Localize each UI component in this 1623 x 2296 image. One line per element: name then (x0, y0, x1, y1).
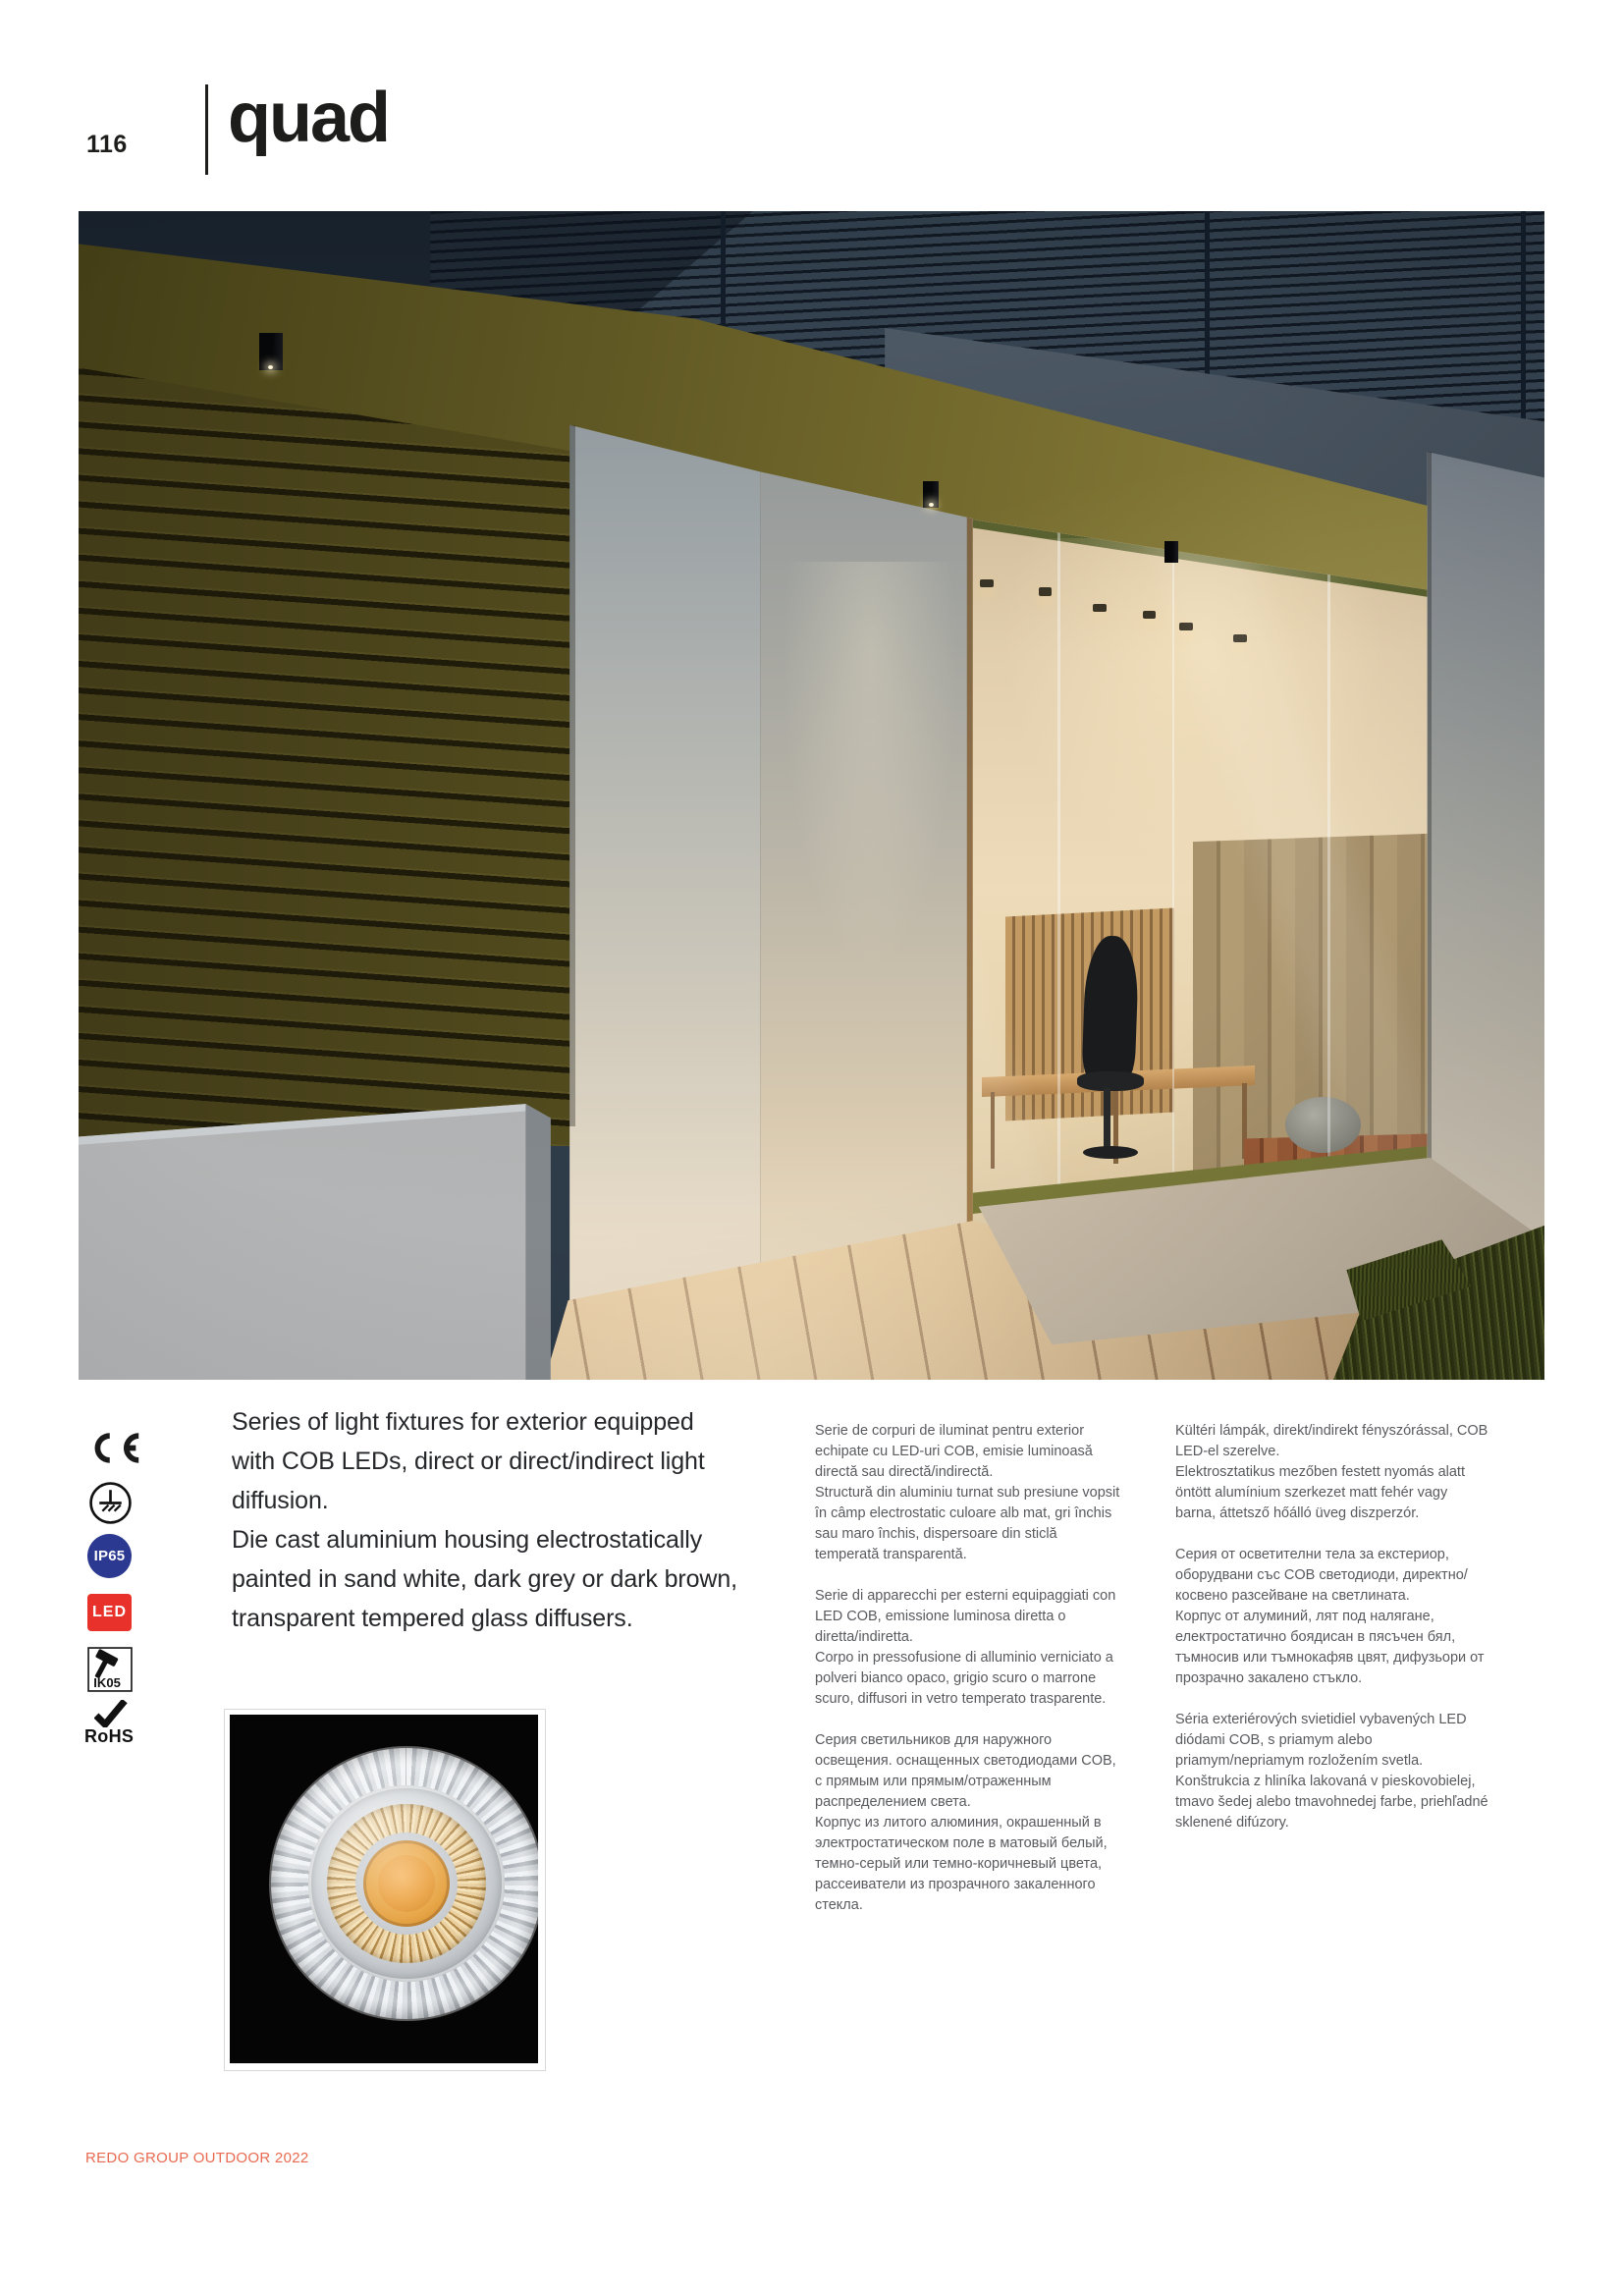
product-photo-background (230, 1715, 538, 2063)
protective-earth-icon (88, 1481, 133, 1530)
page-number: 116 (86, 131, 128, 158)
description-ru-p2: Корпус из литого алюминия, окрашенный в электростатическом поле в матовый белый, темно-серый или темно-коричневый цвета, рассеиватели из прозрачного закаленного стекла. (815, 1815, 1108, 1913)
description-ru (815, 1730, 1124, 1916)
led-reflector-highlight (271, 1748, 538, 2019)
translations-column-2 (1175, 1421, 1491, 1854)
led-icon (87, 1594, 132, 1631)
description-hu-p1: Kültéri lámpák, direkt/indirekt fényszórással, COB LED-el szerelve. (1175, 1423, 1488, 1459)
description-bg-p2: Корпус от алуминий, лят под налягане, електростатично боядисан в пясъчен бял, тъмносив или тъмнокафяв цвят, дифузьори от прозрачно закалено стъкло. (1175, 1609, 1485, 1686)
led-label: LED (92, 1604, 127, 1620)
ip65-label: IP65 (93, 1548, 126, 1564)
description-it (815, 1586, 1124, 1710)
description-sk-p2: Konštrukcia z hliníka lakovaná v pieskovobielej, tmavo šedej alebo tmavohnedej farbe, priehľadné sklenené difúzory. (1175, 1774, 1488, 1831)
ik05-icon (87, 1647, 133, 1697)
description-hu-p2: Elektrosztatikus mezőben festett nyomás alatt öntött alumínium szerkezet matt fehér vagy barna, áttetsző hőálló üveg diszperzór. (1175, 1464, 1465, 1521)
description-ru-p1: Серия светильников для наружного освещения. оснащенных светодиодами COB, с прямым или прямым/отраженным распределением света. (815, 1732, 1116, 1810)
description-ro-p1: Serie de corpuri de iluminat pentru exterior echipate cu LED-uri COB, emisie luminoasă directă sau directă/indirectă. (815, 1423, 1093, 1480)
description-ro (815, 1421, 1124, 1565)
ik05-label: IK05 (93, 1674, 121, 1690)
description-en-p1: Series of light fixtures for exterior equipped with COB LEDs, direct or direct/indirect light diffusion. (232, 1408, 705, 1514)
description-ro-p2: Structură din aluminiu turnat sub presiune vopsit în câmp electrostatic culoare alb mat, gri închis sau maro închis, dispersoare din sticlă temperată transparentă. (815, 1485, 1120, 1562)
footer-text: REDO GROUP OUTDOOR 2022 (85, 2150, 309, 2166)
description-sk (1175, 1710, 1491, 1833)
hero-image (79, 211, 1544, 1380)
header-divider (205, 84, 208, 175)
description-bg-p1: Серия от осветителни тела за екстериор, оборудвани със COB светодиоди, директно/косвено разсейване на светлината. (1175, 1547, 1468, 1604)
description-en-p2: Die cast aluminium housing electrostatically painted in sand white, dark grey or dark brown, transparent tempered glass diffusers. (232, 1526, 738, 1632)
description-hu (1175, 1421, 1491, 1524)
description-it-p2: Corpo in pressofusione di alluminio verniciato a polveri bianco opaco, grigio scuro o marrone scuro, diffusori in vetro temperato trasparente. (815, 1650, 1113, 1707)
ce-mark-icon (86, 1429, 142, 1472)
page-title: quad (228, 79, 389, 157)
rohs-label: RoHS (84, 1726, 135, 1746)
rohs-icon (84, 1700, 143, 1747)
description-it-p1: Serie di apparecchi per esterni equipaggiati con LED COB, emissione luminosa diretta o diretta/indiretta. (815, 1588, 1116, 1645)
translations-column-1 (815, 1421, 1124, 1937)
description-bg (1175, 1545, 1491, 1689)
description-en (232, 1402, 740, 1638)
product-photo (224, 1709, 546, 2071)
description-sk-p1: Séria exteriérových svietidiel vybavených LED diódami COB, s priamym alebo priamym/nepriamym rozložením svetla. (1175, 1712, 1467, 1769)
hero-vignette (79, 211, 1544, 1380)
ip65-icon (87, 1534, 132, 1578)
